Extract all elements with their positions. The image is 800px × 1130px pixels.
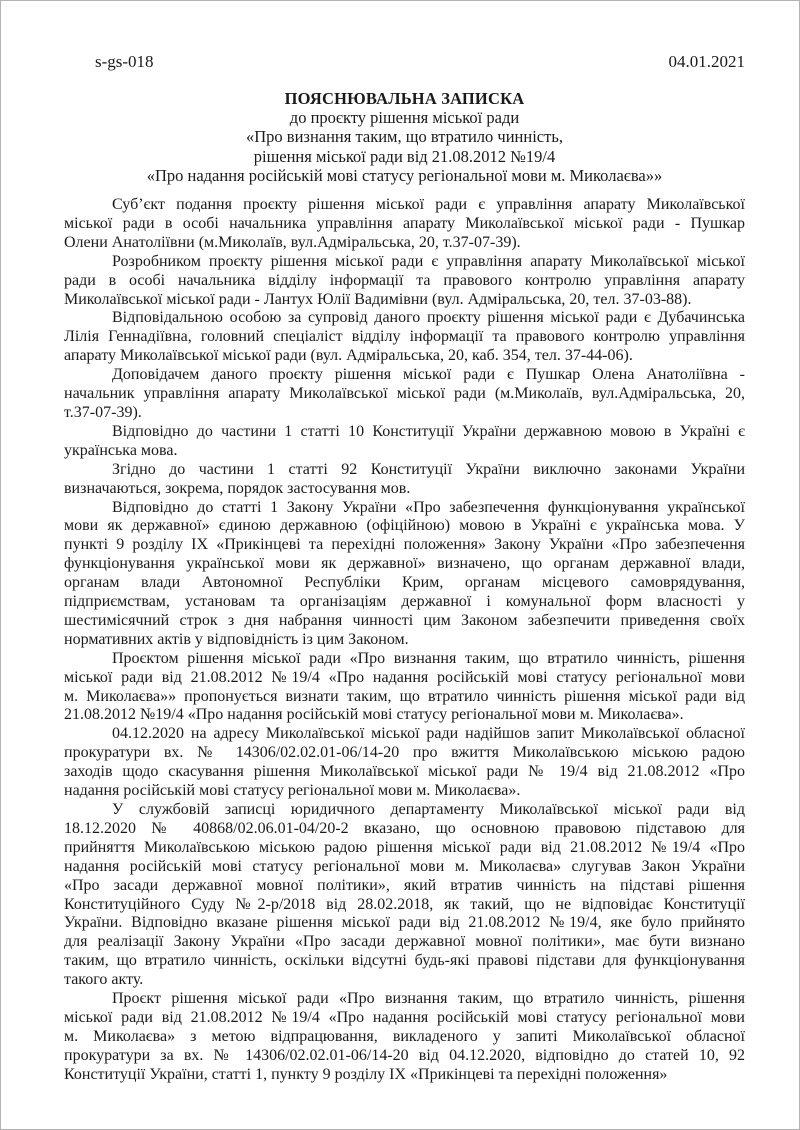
text-line: 18.12.2020 № 40868/02.06.01-04/20-2 вказано, що основною правовою підставою для [64, 819, 745, 837]
text-line: України. Відповідно вказане рішення міської ради від 21.08.2012 №19/4, яке було прийнято [64, 914, 745, 932]
text-line: Конституційного Суду №2-р/2018 від 28.02.2018, як такий, що не відповідає Конституції [64, 895, 745, 913]
title-block [64, 89, 745, 185]
doc-date: 04.01.2021 [668, 52, 745, 71]
text-line: начальник управління апарату Миколаївської міської ради (м.Миколаїв, вул.Адміральська, 20, [64, 385, 745, 403]
paragraph-language-law [64, 499, 745, 650]
text-line: підприємствам, установам та організаціям державної і комунальної форм власності у [64, 593, 745, 611]
text-line: Миколаївської міської ради - Лантух Юлії Вадимівни (вул. Адміральська, 20, тел. 37-03-88). [64, 290, 692, 308]
text-line: Проєкт рішення міської ради «Про визнання таким, що втратило чинність, рішення [112, 990, 745, 1008]
paragraph-draft-decision [64, 650, 745, 726]
text-line: апарату Миколаївської міської ради (вул. Адміральська, 20, каб. 354, тел. 37-44-06). [64, 347, 633, 365]
text-line: Суб’єкт подання проєкту рішення міської ради є управління апарату Миколаївської [112, 196, 745, 213]
document-subtitle [64, 108, 745, 185]
subtitle-line: «Про визнання таким, що втратило чинність, [246, 127, 563, 147]
text-line: Відповідно до частини 1 статті 10 Конституції України державною мовою в Україні є [112, 422, 745, 440]
document-title: ПОЯСНЮВАЛЬНА ЗАПИСКА [284, 89, 525, 108]
doc-code: s-gs-018 [95, 52, 154, 71]
text-line: 04.12.2020 на адресу Миколаївської міської ради надійшов запит Миколаївської обласної [112, 725, 745, 743]
paragraph-responsible [64, 309, 745, 366]
text-line: міської ради від 21.08.2012 №19/4 «Про надання російській мові статусу регіональної мови [64, 668, 745, 686]
text-line: Конституції України, статті 1, пункту 9 розділу ІХ «Прикінцеві та перехідні положення» [64, 1065, 668, 1083]
paragraph-subject [64, 196, 745, 253]
paragraph-legal-memo [64, 801, 745, 990]
text-line: визначаються, зокрема, порядок застосування мов. [64, 479, 411, 497]
text-line: такого акту. [64, 971, 144, 989]
document-header [64, 52, 745, 71]
text-line: міської ради від 21.08.2012 №19/4 «Про надання російській мові статусу регіональної мови [64, 1008, 745, 1026]
document-body [64, 196, 745, 1085]
text-line: для реалізації Закону України «Про засади державної мовної політики», має бути визнано [64, 933, 745, 951]
text-line: міської ради в особі начальника управління апарату Миколаївської міської ради - Пушкар [64, 214, 745, 232]
text-line: т.37-07-39). [64, 403, 142, 421]
text-line: Олени Анатоліївни (м.Миколаїв, вул.Адміральська, 20, т.37-07-39). [64, 233, 521, 251]
text-line: Відповідно до статті 1 Закону України «Про забезпечення функціонування української [112, 498, 745, 516]
subtitle-line: до проєкту рішення міської ради [289, 108, 520, 128]
text-line: нормативних актів у відповідність із цим Законом. [64, 630, 409, 648]
text-line: українська мова. [64, 441, 178, 459]
paragraph-constitution-10 [64, 423, 745, 461]
text-line: прокуратури за вх. № 14306/02.02.01-06/14-20 від 04.12.2020, відповідно до статей 10, 92 [64, 1046, 745, 1064]
text-line: пункті 9 розділу ІХ «Прикінцеві та перехідні положення» Закону України «Про забезпечення [64, 536, 745, 554]
paragraph-purpose [64, 990, 745, 1085]
subtitle-line: рішення міської ради від 21.08.2012 №19/4 [253, 146, 556, 166]
text-line: Відповідальною особою за супровід даного проєкту рішення міської ради є Дубачинська [112, 309, 745, 327]
text-line: прийняття Миколаївською міською радою рішення міської ради від 21.08.2012 №19/4 «Про [64, 838, 745, 856]
subtitle-line: «Про надання російській мові статусу регіональної мови м. Миколаєва»» [146, 165, 663, 185]
text-line: 21.08.2012 №19/4 «Про надання російській мові статусу регіональної мови м. Миколаєва». [64, 706, 684, 724]
text-line: м. Миколаєва»» пропонується визнати таким, що втратило чинність рішення міської ради від [64, 687, 745, 705]
text-line: «Про засади державної мовної політики», який втратив чинність на підставі рішення [64, 876, 745, 894]
paragraph-prosecutor-request [64, 725, 745, 801]
text-line: функціонування української мови як державної» визначено, що органам державної влади, [64, 555, 745, 573]
text-line: Згідно до частини 1 статті 92 Конституції України виключно законами України [112, 460, 745, 478]
text-line: У службовій записці юридичного департаменту Миколаївської міської ради від [112, 801, 745, 818]
text-line: прокуратури вх. № 14306/02.02.01-06/14-20 про вжиття Миколаївською міською радою [64, 744, 745, 762]
text-line: надання російській мові статусу регіональної мови м. Миколаєва». [64, 782, 521, 800]
text-line: таким, що втратило чинність, оскільки відсутні будь-які правові підстави для функціонування [64, 952, 745, 970]
text-line: ради в особі начальника відділу інформації та правового контролю управління апарату [64, 271, 745, 289]
text-line: Проєктом рішення міської ради «Про визнання таким, що втратило чинність, рішення [112, 649, 745, 667]
text-line: шестимісячний строк з дня набрання чинності цим Законом забезпечити приведення своїх [64, 611, 745, 629]
paragraph-reporter [64, 366, 745, 423]
text-line: Лілія Геннадіївна, головний спеціаліст відділу інформації та правового контролю управління [64, 328, 745, 346]
paragraph-developer [64, 253, 745, 310]
text-line: Доповідачем даного проєкту рішення міської ради є Пушкар Олена Анатоліївна - [112, 366, 745, 384]
paragraph-constitution-92 [64, 461, 745, 499]
text-line: мови як державної» єдиною державною (офіційною) мовою в Україні є українська мова. У [64, 517, 745, 535]
text-line: органам влади Автономної Республіки Крим, органам місцевого самоврядування, [64, 574, 745, 592]
text-line: заходів щодо скасування рішення Миколаївської міської ради № 19/4 від 21.08.2012 «Про [64, 763, 745, 781]
text-line: надання російській мові статусу регіональної мови м. Миколаєва» слугував Закон України [64, 857, 745, 875]
text-line: м. Миколаєва» з метою відпрацювання, викладеного у запиті Миколаївської обласної [64, 1027, 745, 1045]
text-line: Розробником проєкту рішення міської ради є управління апарату Миколаївської міської [112, 252, 745, 270]
